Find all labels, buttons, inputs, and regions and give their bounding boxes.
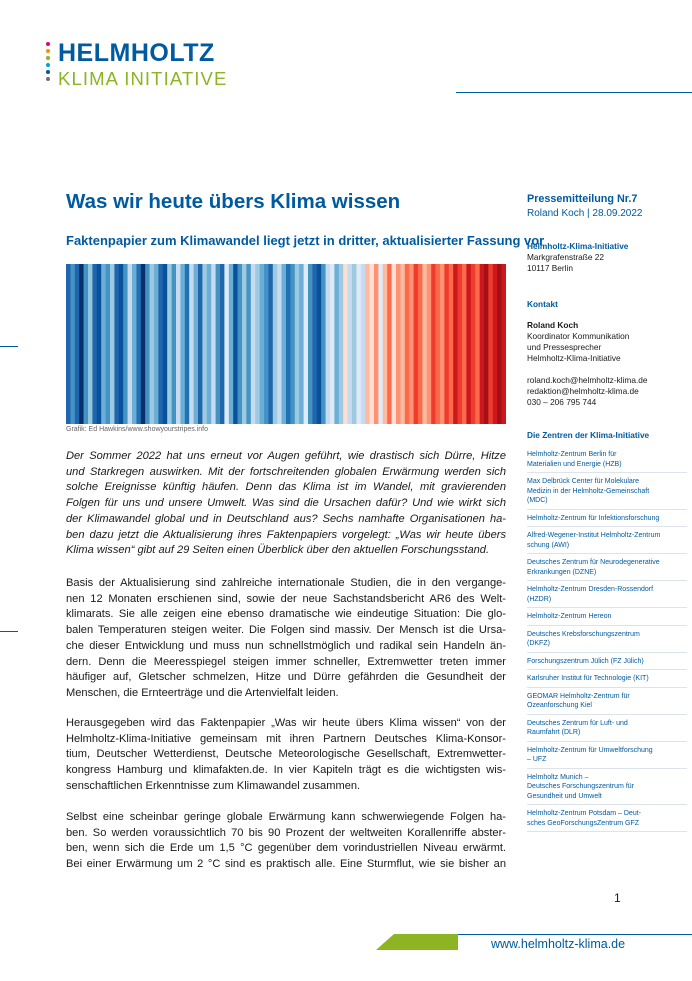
- sidebar: [527, 193, 687, 836]
- stripe: [383, 264, 388, 424]
- stripe: [220, 264, 225, 424]
- stripe: [475, 264, 480, 424]
- stripe: [229, 264, 234, 424]
- contact-heading: Kontakt: [527, 299, 558, 309]
- logo-dot: [46, 49, 50, 53]
- center-item-line: Karlsruher Institut für Technologie (KIT): [527, 675, 649, 682]
- stripe: [211, 264, 216, 424]
- stripe: [264, 264, 269, 424]
- center-item-line: Materialien und Energie (HZB): [527, 460, 622, 468]
- center-item-line: Helmholtz Munich –: [527, 773, 589, 781]
- stripe: [343, 264, 348, 424]
- center-item: [527, 612, 687, 626]
- author-date: Roland Koch | 28.09.2022: [527, 208, 643, 219]
- centers-list: [527, 450, 687, 832]
- center-item-line: Helmholtz-Zentrum Potsdam – Deut-: [527, 810, 641, 817]
- stripe: [449, 264, 454, 424]
- stripe: [312, 264, 317, 424]
- stripe: [497, 264, 502, 424]
- warming-stripes-graphic: [66, 264, 506, 424]
- stripe: [418, 264, 423, 424]
- stripe: [304, 264, 309, 424]
- stripe: [106, 264, 111, 424]
- logo-dot: [46, 70, 50, 74]
- center-item: [527, 809, 687, 832]
- contact-role-2: und Pressesprecher: [527, 342, 602, 352]
- stripe: [286, 264, 291, 424]
- stripe: [409, 264, 414, 424]
- body-paragraph-4: Selbst eine scheinbar geringe globale Erwärmung kann schwerwiegende Folgen ha- ben. So werden voraussichtlich 70 bis 90 Prozent der weltweiten Korallenriffe abster- ben, wenn sich die Erde um 1,5 °C gegenüber dem vorindustriellen Niveau erwärmt. Bei einer Erwärmung um 2 °C sind es praktisch alle. Eine Sturmflut, wie sie bisher an: [66, 811, 506, 871]
- center-item-line: sches GeoForschungsZentrum GFZ: [527, 819, 640, 827]
- stripe: [216, 264, 221, 424]
- street: Markgrafenstraße 22: [527, 252, 605, 262]
- logo-dot: [46, 77, 50, 81]
- stripe: [466, 264, 471, 424]
- logo-dots-icon: [46, 42, 51, 84]
- stripe: [458, 264, 463, 424]
- logo-sub-text: KLIMA INITIATIVE: [58, 68, 228, 89]
- stripe: [392, 264, 397, 424]
- footer-url-link[interactable]: www.helmholtz-klima.de: [491, 937, 626, 951]
- stripe: [480, 264, 485, 424]
- logo-dot: [46, 63, 50, 67]
- stripe: [356, 264, 361, 424]
- footer-green-wedge: [376, 934, 458, 950]
- stripe: [163, 264, 168, 424]
- stripe: [488, 264, 493, 424]
- stripe: [431, 264, 436, 424]
- center-item: [527, 514, 687, 528]
- stripe: [502, 264, 506, 424]
- stripe: [176, 264, 181, 424]
- intro-paragraph: Der Sommer 2022 hat uns erneut vor Augen geführt, wie drastisch sich Dürre, Hitze und Starkregen auswirken. Mit der fortschreitenden globalen Erwärmung werden sich solche Ereignisse künftig häufen. Denn das Klima ist im Wandel, mit gravierenden Folgen für uns und unsere Umwelt. Was sind die Ursachen dafür? Und wie wirkt sich der Klimawandel global und in Deutschland aus? Sechs namhafte Organisationen ha- ben dazu jetzt die Aktualisierung ihres Faktenpapiers vorgelegt: „Was wir heute übers Klima wissen“ gibt auf 29 Seiten einen Überblick über den aktuellen Forschungsstand.: [66, 450, 506, 557]
- stripe: [202, 264, 207, 424]
- email-link-2[interactable]: redaktion@helmholtz-klima.de: [527, 386, 639, 396]
- stripe: [194, 264, 199, 424]
- stripe: [277, 264, 282, 424]
- contact-org: Helmholtz-Klima-Initiative: [527, 353, 621, 363]
- stripe: [299, 264, 304, 424]
- contact-name: Roland Koch: [527, 320, 579, 330]
- article-subheadline: Faktenpapier zum Klimawandel liegt jetzt in dritter, aktualisierter Fassung vor: [66, 233, 545, 248]
- address-block: [527, 241, 687, 274]
- center-item-line: Helmholtz-Zentrum für Umweltforschung: [527, 746, 653, 754]
- center-item: [527, 692, 687, 715]
- center-item-line: Medizin in der Helmholtz-Gemeinschaft: [527, 487, 650, 495]
- stripe: [348, 264, 353, 424]
- center-item: [527, 450, 687, 473]
- stripe: [145, 264, 150, 424]
- stripe: [114, 264, 119, 424]
- stripe: [422, 264, 427, 424]
- center-item: [527, 674, 687, 688]
- body-paragraph-3: Herausgegeben wird das Faktenpapier „Was wir heute übers Klima wissen“ von der Helmholtz-Klima-Initiative gemeinsam mit ihren Partnern Deutsches Klima-Konsor- tium, Deutscher Wetterdienst, Deutsche Meteorologische Gesellschaft, Extremwetter- kongress Hamburg und klimafakten.de. In vier Kapiteln trägt es die wichtigsten wis- senschaftlichen Erkenntnisse zum Klimawandel zusammen.: [66, 717, 506, 792]
- stripe: [436, 264, 441, 424]
- center-item-line: Helmholtz-Zentrum Hereon: [527, 613, 612, 620]
- center-item: [527, 531, 687, 554]
- stripe: [273, 264, 278, 424]
- stripe: [374, 264, 379, 424]
- stripe: [427, 264, 432, 424]
- center-item-line: Deutsches Zentrum für Luft- und: [527, 719, 628, 727]
- center-item: [527, 477, 687, 510]
- center-item: [527, 657, 687, 671]
- stripe: [97, 264, 102, 424]
- center-item-line: Helmholtz-Zentrum Berlin für: [527, 451, 617, 458]
- footer-tail: [458, 934, 692, 935]
- stripe: [207, 264, 212, 424]
- center-item-line: Deutsches Zentrum für Neurodegenerative: [527, 559, 660, 566]
- stripe: [295, 264, 300, 424]
- center-item-line: Erkrankungen (DZNE): [527, 568, 597, 576]
- fold-mark-bottom: [0, 631, 18, 632]
- stripe: [387, 264, 392, 424]
- stripe: [282, 264, 287, 424]
- center-item: [527, 773, 687, 806]
- stripe: [484, 264, 489, 424]
- stripe: [378, 264, 383, 424]
- center-item-line: GEOMAR Helmholtz-Zentrum für: [527, 692, 630, 700]
- phone: 030 – 206 795 744: [527, 397, 597, 407]
- stripe: [352, 264, 357, 424]
- stripe: [471, 264, 476, 424]
- stripe: [84, 264, 89, 424]
- stripe: [321, 264, 326, 424]
- contact-block: [527, 299, 687, 408]
- stripe: [233, 264, 238, 424]
- stripe: [224, 264, 229, 424]
- stripe: [405, 264, 410, 424]
- stripe: [180, 264, 185, 424]
- center-item-line: Deutsches Krebsforschungszentrum: [527, 630, 640, 638]
- center-item-line: Alfred-Wegener-Institut Helmholtz-Zentrum: [527, 532, 661, 539]
- stripe: [172, 264, 177, 424]
- stripe: [339, 264, 344, 424]
- stripe: [400, 264, 405, 424]
- press-release-title: Pressemitteilung Nr.7: [527, 193, 638, 205]
- stripe: [198, 264, 203, 424]
- stripe: [334, 264, 339, 424]
- stripe: [66, 264, 71, 424]
- stripe: [189, 264, 194, 424]
- center-item-line: Max Delbrück Center für Molekulare: [527, 478, 640, 485]
- stripe: [88, 264, 93, 424]
- stripe: [119, 264, 124, 424]
- stripe: [154, 264, 159, 424]
- stripe: [444, 264, 449, 424]
- org-name: Helmholtz-Klima-Initiative: [527, 241, 629, 251]
- stripe: [132, 264, 137, 424]
- stripe: [462, 264, 467, 424]
- stripe: [326, 264, 331, 424]
- centers-heading: Die Zentren der Klima-Initiative: [527, 430, 650, 440]
- stripe: [238, 264, 243, 424]
- stripe: [123, 264, 128, 424]
- stripe: [268, 264, 273, 424]
- stripe: [242, 264, 247, 424]
- stripe: [308, 264, 313, 424]
- graphic-caption: Grafik: Ed Hawkins/www.showyourstripes.info: [66, 426, 208, 433]
- center-item: [527, 746, 687, 769]
- logo-main-text: HELMHOLTZ: [58, 39, 215, 67]
- stripe: [92, 264, 97, 424]
- center-item-line: (MDC): [527, 497, 548, 504]
- stripe: [414, 264, 419, 424]
- stripe: [290, 264, 295, 424]
- stripe: [136, 264, 141, 424]
- stripe: [141, 264, 146, 424]
- email-link-1[interactable]: roland.koch@helmholtz-klima.de: [527, 375, 648, 385]
- logo-dot: [46, 42, 50, 46]
- body-paragraph-2: Basis der Aktualisierung sind zahlreiche internationale Studien, die in den vergange- nen 12 Monaten erschienen sind, sowie der neue Sachstandsbericht AR6 des Welt- klimarats. Sie alle zeigen eine ebenso dramatische wie eindeutige Situation: Die glo- balen Temperaturen steigen weiter. Die Folgen sind massiv. Der Mensch ist die Ursa- che dieser Entwicklung und muss nun schnellstmöglich und radikal sein Handeln än- dern. Denn die Meeresspiegel steigen immer schneller, Extremwetter treten immer häufiger auf, Gletscher schmelzen, Hitze und Dürre gefährden die Gesundheit der Menschen, die Ernteerträge und die Artenvielfalt leiden.: [66, 577, 506, 699]
- center-item-line: Helmholtz-Zentrum für Infektionsforschung: [527, 514, 660, 522]
- logo-dot: [46, 56, 50, 60]
- stripe: [75, 264, 80, 424]
- center-item-line: Helmholtz-Zentrum Dresden-Rossendorf: [527, 586, 654, 593]
- stripe: [79, 264, 84, 424]
- stripe: [185, 264, 190, 424]
- center-item-line: Raumfahrt (DLR): [527, 729, 581, 736]
- city: 10117 Berlin: [527, 263, 573, 273]
- stripe: [365, 264, 370, 424]
- centers-block: [527, 430, 687, 832]
- stripe: [251, 264, 256, 424]
- stripe: [150, 264, 155, 424]
- stripe: [246, 264, 251, 424]
- center-item-line: (DKFZ): [527, 640, 550, 647]
- stripe: [110, 264, 115, 424]
- stripe: [260, 264, 265, 424]
- header-rule: [456, 92, 692, 93]
- stripe: [370, 264, 375, 424]
- center-item-line: schung (AWI): [527, 541, 570, 549]
- center-item-line: Forschungszentrum Jülich (FZ Jülich): [527, 657, 644, 665]
- stripe: [330, 264, 335, 424]
- stripe: [255, 264, 260, 424]
- center-item: [527, 558, 687, 581]
- stripe: [453, 264, 458, 424]
- stripe: [361, 264, 366, 424]
- center-item-line: Deutsches Forschungszentrum für: [527, 783, 634, 790]
- center-item: [527, 585, 687, 608]
- center-item-line: (HZDR): [527, 595, 552, 603]
- stripe: [396, 264, 401, 424]
- stripe: [493, 264, 498, 424]
- page-number: 1: [614, 891, 621, 905]
- article-headline: Was wir heute übers Klima wissen: [66, 190, 401, 213]
- center-item-line: Gesundheit und Umwelt: [527, 792, 602, 800]
- stripe: [158, 264, 163, 424]
- stripe: [128, 264, 133, 424]
- stripe: [101, 264, 106, 424]
- center-item: [527, 630, 687, 653]
- stripe: [70, 264, 75, 424]
- stripe: [317, 264, 322, 424]
- contact-role-1: Koordinator Kommunikation: [527, 331, 630, 341]
- center-item-line: – UFZ: [527, 756, 547, 763]
- center-item: [527, 719, 687, 742]
- center-item-line: Ozeanforschung Kiel: [527, 702, 592, 709]
- fold-mark-top: [0, 346, 18, 347]
- stripe: [167, 264, 172, 424]
- stripe: [440, 264, 445, 424]
